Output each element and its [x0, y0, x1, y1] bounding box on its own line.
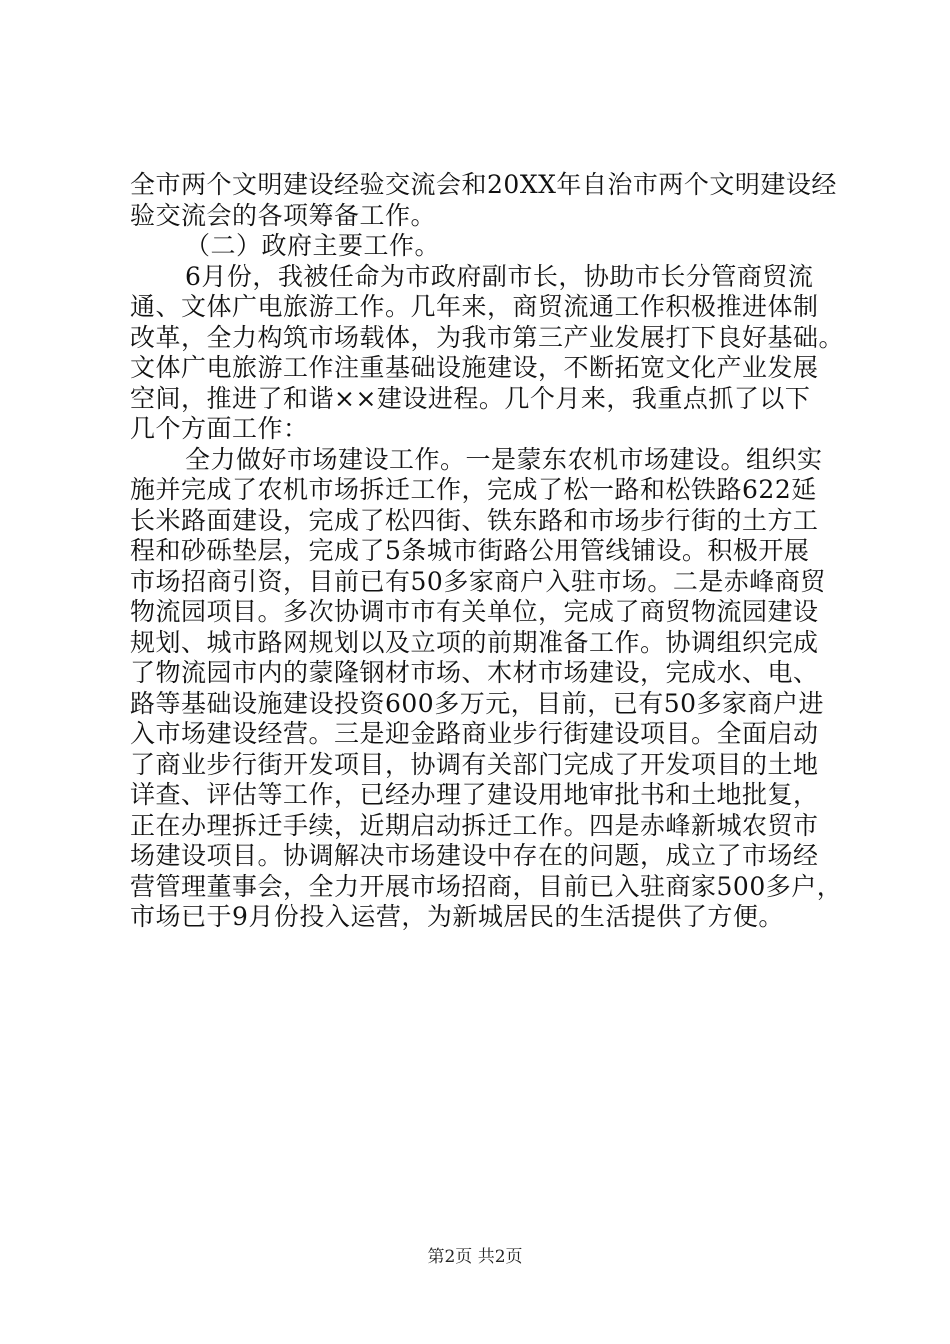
text-line: 了商业步行街开发项目，协调有关部门完成了开发项目的土地 — [130, 749, 819, 779]
text-line: 验交流会的各项筹备工作。 — [130, 200, 437, 230]
text-line: 全市两个文明建设经验交流会和20XX年自治市两个文明建设经 — [130, 170, 837, 199]
text-line: 正在办理拆迁手续，近期启动拆迁工作。四是赤峰新城农贸市 — [130, 810, 819, 840]
text-line: 长米路面建设，完成了松四街、铁东路和市场步行街的土方工 — [130, 505, 819, 535]
text-line: 场建设项目。协调解决市场建设中存在的问题，成立了市场经 — [130, 841, 819, 870]
page-footer: 第2页 共2页 — [427, 1247, 523, 1267]
text-line: 市场招商引资，目前已有50多家商户入驻市场。二是赤峰商贸 — [130, 566, 826, 596]
text-line: 路等基础设施建设投资600多万元，目前，已有50多家商户进 — [130, 688, 825, 718]
text-line: （二）政府主要工作。 — [185, 231, 441, 260]
text-line: 详查、评估等工作，已经办理了建设用地审批书和土地批复， — [130, 780, 819, 809]
text-line: 6月份，我被任命为市政府副市长，协助市长分管商贸流 — [185, 261, 814, 291]
text-line: 营管理董事会，全力开展市场招商，目前已入驻商家500多户， — [130, 871, 843, 901]
text-line: 通、文体广电旅游工作。几年来，商贸流通工作积极推进体制 — [130, 292, 819, 321]
text-line: 了物流园市内的蒙隆钢材市场、木材市场建设，完成水、电、 — [130, 658, 819, 687]
text-line: 程和砂砾垫层，完成了5条城市街路公用管线铺设。积极开展 — [130, 536, 810, 565]
body-text — [130, 170, 845, 933]
text-line: 规划、城市路网规划以及立项的前期准备工作。协调组织完成 — [130, 627, 819, 657]
text-line: 市场已于9月份投入运营，为新城居民的生活提供了方便。 — [130, 902, 784, 931]
text-line: 施并完成了农机市场拆迁工作，完成了松一路和松铁路622延 — [130, 475, 817, 504]
text-line: 改革，全力构筑市场载体，为我市第三产业发展打下良好基础。 — [130, 322, 845, 352]
text-line: 空间，推进了和谐××建设进程。几个月来，我重点抓了以下 — [130, 383, 811, 413]
text-line: 文体广电旅游工作注重基础设施建设，不断拓宽文化产业发展 — [130, 353, 819, 382]
text-line: 全力做好市场建设工作。一是蒙东农机市场建设。组织实 — [185, 444, 823, 474]
text-line: 几个方面工作： — [130, 414, 309, 443]
text-line: 物流园项目。多次协调市市有关单位，完成了商贸物流园建设 — [130, 597, 819, 626]
text-line: 入市场建设经营。三是迎金路商业步行街建设项目。全面启动 — [130, 719, 819, 748]
